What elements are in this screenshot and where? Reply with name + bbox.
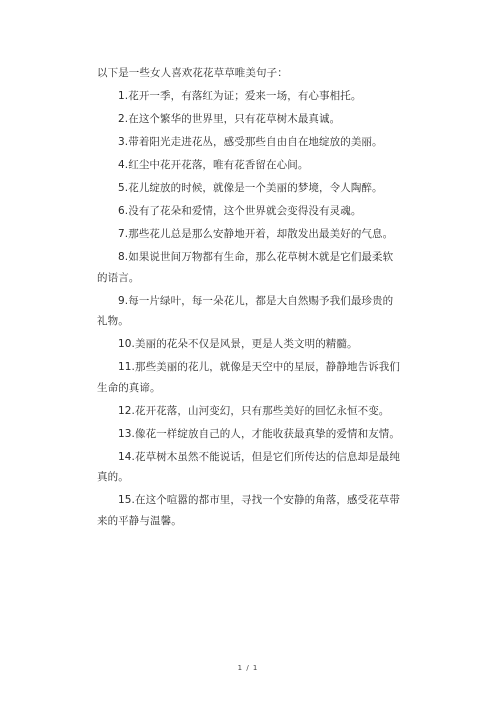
list-item: 13.像花一样绽放自己的人，才能收获最真挚的爱情和友情。	[118, 427, 400, 440]
page-number: 1 / 1	[237, 664, 259, 672]
list-item: 9.每一片绿叶，每一朵花儿，都是大自然赐予我们最珍贵的礼物。	[97, 294, 394, 327]
list-item: 4.红尘中花开花落，唯有花香留在心间。	[118, 159, 309, 171]
list-item: 11.那些美丽的花儿，就像是天空中的星辰，静静地告诉我们生命的真谛。	[97, 361, 400, 394]
list-item: 2.在这个繁华的世界里，只有花草树木最真诚。	[118, 113, 341, 125]
list-item: 5.花儿绽放的时候，就像是一个美丽的梦境，令人陶醉。	[118, 182, 383, 194]
list-item: 6.没有了花朵和爱情，这个世界就会变得没有灵魂。	[118, 205, 362, 217]
list-item: 3.带着阳光走进花丛，感受那些自由自在地绽放的美丽。	[118, 136, 383, 148]
document-body	[97, 63, 400, 534]
list-item: 1.花开一季，有落红为证；爱来一场，有心事相托。	[118, 90, 362, 102]
intro-line: 以下是一些女人喜欢花花草草唯美句子：	[97, 67, 288, 79]
list-item: 10.美丽的花朵不仅是风景，更是人类文明的精髓。	[118, 338, 358, 350]
list-item: 12.花开花落，山河变幻，只有那些美好的回忆永恒不变。	[118, 404, 390, 417]
list-item: 8.如果说世间万物都有生命，那么花草树木就是它们最柔软的语言。	[97, 251, 394, 284]
list-item: 15.在这个喧嚣的都市里，寻找一个安静的角落，感受花草带来的平静与温馨。	[97, 494, 400, 527]
list-item: 14.花草树木虽然不能说话，但是它们所传达的信息却是最纯真的。	[97, 450, 400, 483]
list-item: 7.那些花儿总是那么安静地开着，却散发出最美好的气息。	[118, 228, 394, 240]
